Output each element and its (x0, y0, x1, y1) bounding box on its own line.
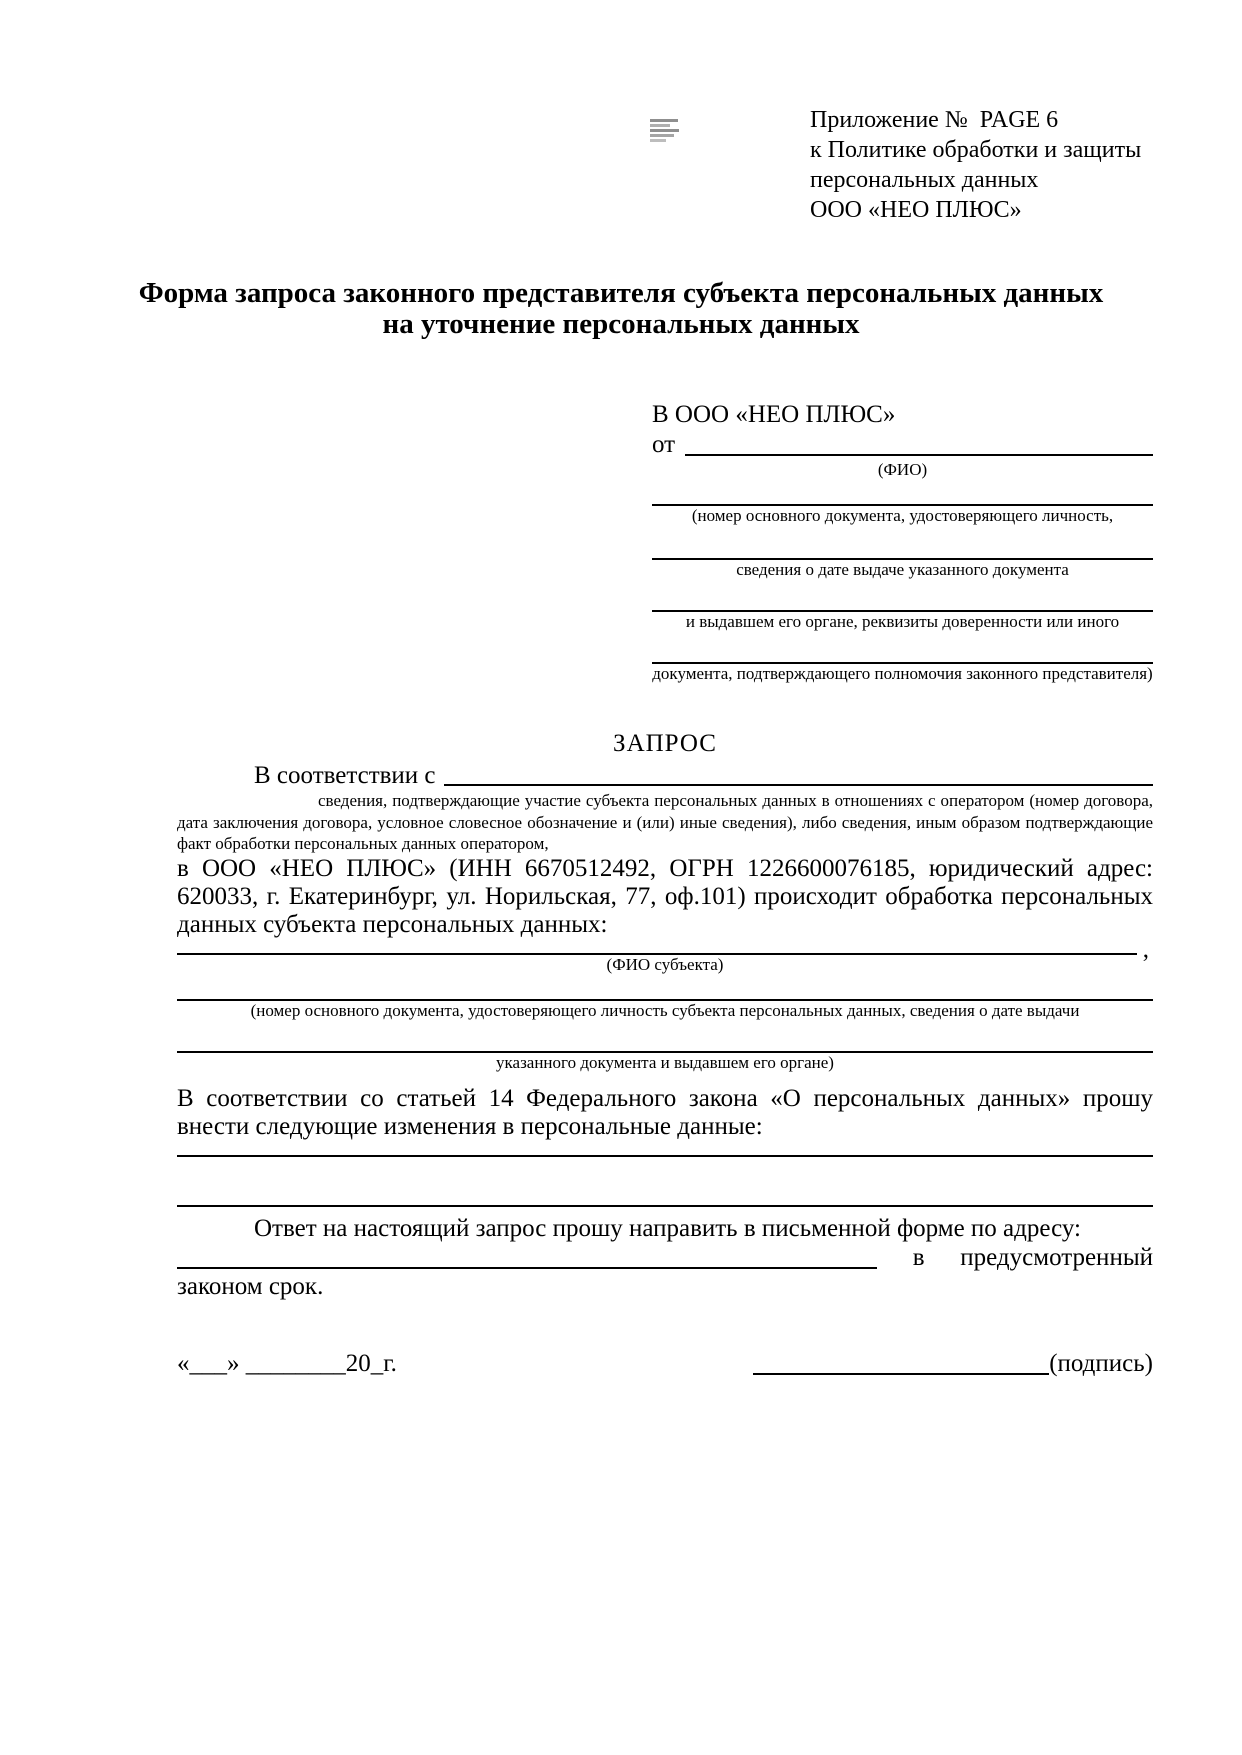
subject-doc-caption-2: указанного документа и выдавшем его органе) (496, 1052, 834, 1072)
addressee-to: В ООО «НЕО ПЛЮС» (652, 401, 896, 428)
subject-line-comma: , (1142, 935, 1149, 963)
doc-issue-date-caption: сведения о дате выдаче указанного документа (736, 560, 1069, 579)
doc-powers-blank-line[interactable] (652, 662, 1153, 684)
intro-line (177, 762, 1153, 790)
operator-paragraph: в ООО «НЕО ПЛЮС» (ИНН 6670512492, ОГРН 1226600076185, юридический адрес: 620033, г. Екатеринбург, ул. Норильская, 77, оф.101) происходит обработка персональных данных субъекта персональных данных: (177, 854, 1153, 938)
subject-doc-blank-line-1[interactable] (177, 999, 1153, 1021)
from-line (652, 430, 1153, 460)
answer-paragraph: Ответ на настоящий запрос прошу направить в письменной форме по адресу: (254, 1214, 1081, 1242)
signature-caption: (подпись) (1049, 1349, 1153, 1377)
doc-number-caption: (номер основного документа, удостоверяющего личность, (691, 506, 1114, 525)
answer-word-predusmotrennyj: предусмотренный (960, 1243, 1153, 1271)
text-lines-icon (650, 118, 680, 144)
document-header (810, 105, 1153, 225)
doc-authority-blank-line[interactable] (652, 610, 1153, 632)
form-title (80, 278, 1162, 340)
law-paragraph: В соответствии со статьей 14 Федерального закона «О персональных данных» прошу внести следующие изменения в персональные данные: (177, 1084, 1153, 1140)
date-blank-text[interactable]: «___» ________20_г. (177, 1349, 397, 1377)
subject-fio-line (177, 935, 1149, 963)
signature-area (753, 1349, 1153, 1379)
header-line-appendix: Приложение № PAGE 6 (810, 107, 1059, 133)
subject-fio-blank-line[interactable] (177, 939, 1137, 955)
doc-authority-caption: и выдавшем его органе, реквизиты доверенности или иного (685, 612, 1120, 631)
answer-tail: законом срок. (177, 1272, 324, 1300)
doc-powers-caption: документа, подтверждающего полномочия законного представителя) (652, 664, 1153, 683)
answer-word-v: в (912, 1243, 925, 1271)
basis-blank-line[interactable] (444, 762, 1153, 786)
request-body (177, 730, 1153, 1379)
form-title-line1: Форма запроса законного представителя субъекта персональных данных (138, 277, 1104, 309)
subject-doc-blank-line-2[interactable] (177, 1051, 1153, 1073)
changes-blank-line-2[interactable] (177, 1205, 1153, 1207)
signature-blank-line[interactable] (753, 1349, 1049, 1375)
fio-blank-line[interactable] (685, 430, 1153, 456)
addressee-block (652, 400, 1153, 684)
header-line-company: ООО «НЕО ПЛЮС» (810, 197, 1022, 223)
doc-number-blank-line[interactable] (652, 504, 1153, 526)
answer-address-line (177, 1243, 1153, 1273)
address-blank-line[interactable] (177, 1243, 877, 1269)
intro-prefix: В соответствии с (254, 762, 436, 789)
header-line-personal-data: персональных данных (810, 167, 1039, 193)
request-heading: ЗАПРОС (613, 730, 717, 757)
form-title-line2: на уточнение персональных данных (382, 308, 860, 340)
doc-issue-date-blank-line[interactable] (652, 558, 1153, 580)
from-label: от (652, 431, 676, 458)
fio-caption: (ФИО) (877, 460, 928, 479)
basis-footnote: сведения, подтверждающие участие субъекта персональных данных в отношениях с оператором (номер договора, дата заключения договора, условное словесное обозначение и (или) иные сведения), либо сведения, иным образом подтверждающие факт обработки персональных данных оператором, (177, 791, 1153, 853)
header-line-policy: к Политике обработки и защиты (810, 137, 1142, 163)
subject-fio-caption: (ФИО субъекта) (606, 954, 724, 974)
changes-blank-line-1[interactable] (177, 1155, 1153, 1157)
signature-row (177, 1349, 1153, 1379)
subject-doc-caption-1: (номер основного документа, удостоверяющего личность субъекта персональных данных, сведения о дате выдачи (250, 1000, 1080, 1020)
